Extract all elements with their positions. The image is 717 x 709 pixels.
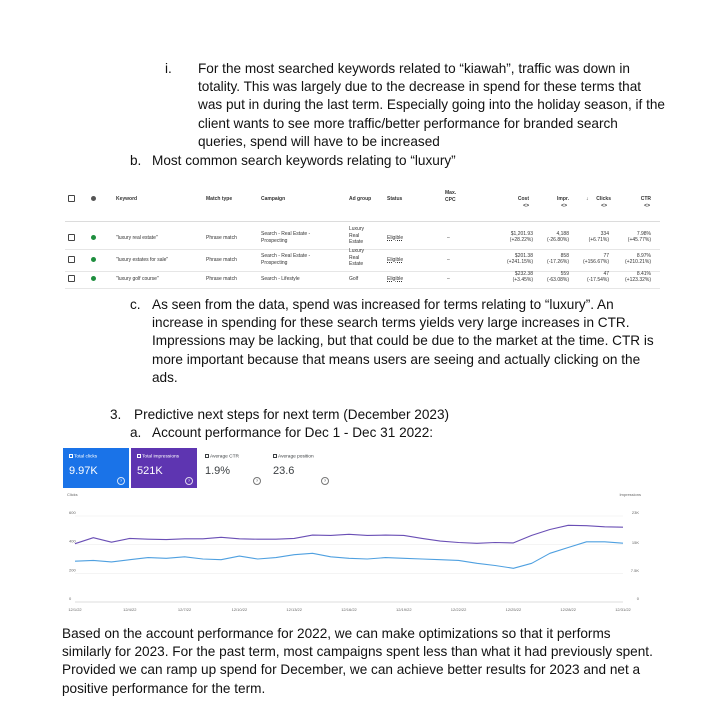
cost-cell: $201.38 xyxy=(514,253,533,259)
max-cpc-cell: – xyxy=(447,257,450,263)
row-checkbox[interactable] xyxy=(68,234,75,241)
keyword-table xyxy=(65,176,660,289)
right-axis-tick-label: 15K xyxy=(631,539,639,545)
left-axis-tick-label: 400 xyxy=(69,538,76,544)
keyword-cell[interactable]: "luxury real estate" xyxy=(116,235,158,241)
right-axis-tick-label: 23K xyxy=(631,510,639,515)
metric-card-label: Average position xyxy=(273,454,314,460)
keyword-cell[interactable]: "luxury golf course" xyxy=(116,276,159,282)
status-cell[interactable]: Eligible xyxy=(387,257,404,263)
clicks-cell: 47 xyxy=(603,271,609,277)
sort-clicks-icon[interactable]: <> xyxy=(601,203,607,209)
right-axis-tick-label: 0 xyxy=(636,596,639,601)
ad-group-link[interactable]: Luxury Real Estate xyxy=(349,226,365,245)
row-checkbox[interactable] xyxy=(68,256,75,263)
status-dot-header-icon xyxy=(91,196,96,201)
keyword-cell[interactable]: "luxury estates for sale" xyxy=(116,257,169,263)
x-axis-tick-label: 12/1/22 xyxy=(68,607,82,612)
account-performance-panel xyxy=(63,448,643,623)
table-row[interactable] xyxy=(65,227,660,250)
list-marker-3: 3. xyxy=(110,407,122,422)
series-line-impressions xyxy=(75,525,623,543)
select-all-checkbox[interactable] xyxy=(68,195,75,202)
paragraph-conclusion: Based on the account performance for 2022, we can make optimizations so that it performs similarly for 2023. For the past term, most campaigns spent less than what it had previously spent. Provided we can ramp up spend for December, we can achieve better results for 2023 and net a positive performance for the term. xyxy=(62,626,653,696)
x-axis-tick-label: 12/19/22 xyxy=(396,607,412,612)
clicks-cell: 334 xyxy=(600,231,609,237)
clicks-cell: 77 xyxy=(603,253,609,259)
impr-cell: 4,188 xyxy=(556,231,569,237)
paragraph-luxury-analysis: As seen from the data, spend was increased for terms relating to “luxury”. An increase in spending for these search terms yields very large increases in CTR. Impressions may be lacking, but that could be due to the market at the time. CTR is more important because that means users are seeing and actually clicking on the ads. xyxy=(152,297,654,385)
table-row[interactable] xyxy=(65,249,660,272)
paragraph-kiawah-traffic: For the most searched keywords related to “kiawah”, traffic was down in totality. This was largely due to the decrease in spend for these terms that was put in during the last term. Especially going into the holiday season, if the client wants to see more traffic/better performance for branded search queries, spend will have to be increased xyxy=(198,61,665,149)
list-marker-a: a. xyxy=(130,425,142,440)
table-header-row xyxy=(65,176,660,222)
series-line-clicks xyxy=(75,542,623,569)
clicks-change-cell: (-17.54%) xyxy=(587,277,609,283)
impr-change-cell: (-26.80%) xyxy=(547,237,569,243)
status-cell[interactable]: Eligible xyxy=(387,276,404,282)
cost-change-cell: (+241.15%) xyxy=(507,259,533,265)
left-axis-tick-label: 600 xyxy=(69,510,76,515)
enabled-status-dot-icon xyxy=(91,257,96,262)
help-icon[interactable]: ? xyxy=(117,477,125,485)
metric-card-value: 9.97K xyxy=(69,465,98,477)
header-campaign[interactable]: Campaign xyxy=(261,196,286,202)
max-cpc-cell: – xyxy=(447,235,450,241)
campaign-link[interactable]: Search - Lifestyle xyxy=(261,276,300,282)
ad-group-link[interactable]: Golf xyxy=(349,276,359,282)
header-clicks[interactable]: Clicks xyxy=(596,196,611,202)
table-row[interactable] xyxy=(65,271,660,289)
metric-card-label: Average CTR xyxy=(205,454,239,460)
row-checkbox[interactable] xyxy=(68,275,75,282)
right-axis-title: Impressions xyxy=(619,492,641,497)
impr-cell: 559 xyxy=(560,271,569,277)
impr-change-cell: (-17.26%) xyxy=(547,259,569,265)
impr-cell: 858 xyxy=(560,253,569,259)
ad-group-link[interactable]: Luxury Real Estate xyxy=(349,248,365,267)
x-axis-tick-label: 12/31/22 xyxy=(615,607,631,612)
header-max-cpc[interactable]: Max. CPC xyxy=(445,190,457,203)
clicks-change-cell: (+6.71%) xyxy=(588,237,609,243)
x-axis-tick-label: 12/13/22 xyxy=(286,607,302,612)
clicks-change-cell: (+156.67%) xyxy=(583,259,609,265)
header-keyword[interactable]: Keyword xyxy=(116,196,138,202)
help-icon[interactable]: ? xyxy=(321,477,329,485)
max-cpc-cell: – xyxy=(447,276,450,282)
enabled-status-dot-icon xyxy=(91,235,96,240)
campaign-link[interactable]: Search - Real Estate - Prospecting xyxy=(261,231,311,244)
header-match-type[interactable]: Match type xyxy=(206,196,233,202)
cost-cell: $1,201.93 xyxy=(510,231,533,237)
metric-card-value: 1.9% xyxy=(205,465,231,477)
performance-line-chart xyxy=(63,448,643,623)
list-marker-c: c. xyxy=(130,297,141,312)
status-cell[interactable]: Eligible xyxy=(387,235,404,241)
right-axis-tick-label: 7.5K xyxy=(630,567,639,573)
x-axis-tick-label: 12/7/22 xyxy=(177,607,192,612)
x-axis-tick-label: 12/25/22 xyxy=(505,607,522,612)
heading-account-performance: Account performance for Dec 1 - Dec 31 2022: xyxy=(152,425,434,440)
sort-ctr-icon[interactable]: <> xyxy=(644,203,650,209)
help-icon[interactable]: ? xyxy=(185,477,193,485)
sort-cost-icon[interactable]: <> xyxy=(523,203,529,209)
sort-impr-icon[interactable]: <> xyxy=(561,203,567,209)
cost-cell: $232.38 xyxy=(514,271,533,277)
metric-card-label: Total impressions xyxy=(137,454,179,460)
impr-change-cell: (-63.08%) xyxy=(547,277,569,283)
ctr-cell: 7.98% xyxy=(636,231,651,237)
metric-card-label: Total clicks xyxy=(69,454,97,460)
x-axis-tick-label: 12/22/22 xyxy=(450,607,467,612)
header-impr[interactable]: Impr. xyxy=(557,196,569,202)
header-ctr[interactable]: CTR xyxy=(640,196,651,202)
header-cost[interactable]: Cost xyxy=(517,196,529,202)
list-marker-b: b. xyxy=(130,153,142,168)
header-ad-group[interactable]: Ad group xyxy=(349,196,372,202)
header-status[interactable]: Status xyxy=(387,196,403,202)
x-axis-tick-label: 12/4/22 xyxy=(123,607,137,612)
ctr-change-cell: (+45.77%) xyxy=(627,237,651,243)
help-icon[interactable]: ? xyxy=(253,477,261,485)
left-axis-title: Clicks xyxy=(67,492,78,497)
x-axis-tick-label: 12/16/22 xyxy=(341,607,357,612)
ctr-change-cell: (+123.32%) xyxy=(625,277,651,283)
ctr-cell: 8.97% xyxy=(636,253,651,259)
metric-card-value: 23.6 xyxy=(273,465,295,477)
cost-change-cell: (+3.45%) xyxy=(512,277,533,283)
match-type-cell: Phrase match xyxy=(206,235,237,241)
match-type-cell: Phrase match xyxy=(206,276,237,282)
enabled-status-dot-icon xyxy=(91,276,96,281)
cost-change-cell: (+28.22%) xyxy=(509,237,533,243)
heading-luxury-keywords: Most common search keywords relating to “luxury” xyxy=(152,153,456,168)
metric-card-value: 521K xyxy=(137,465,163,477)
x-axis-tick-label: 12/10/22 xyxy=(231,607,248,612)
heading-predictive-steps: Predictive next steps for next term (December 2023) xyxy=(134,407,450,422)
ctr-cell: 8.41% xyxy=(636,271,651,277)
left-axis-tick-label: 200 xyxy=(69,567,76,573)
ctr-change-cell: (+210.21%) xyxy=(625,259,651,265)
match-type-cell: Phrase match xyxy=(206,257,237,263)
campaign-link[interactable]: Search - Real Estate - Prospecting xyxy=(261,253,311,266)
x-axis-tick-label: 12/28/22 xyxy=(560,607,576,612)
left-axis-tick-label: 0 xyxy=(69,596,72,601)
sort-descending-icon[interactable]: ↓ xyxy=(586,196,589,202)
list-marker-i: i. xyxy=(165,61,172,76)
